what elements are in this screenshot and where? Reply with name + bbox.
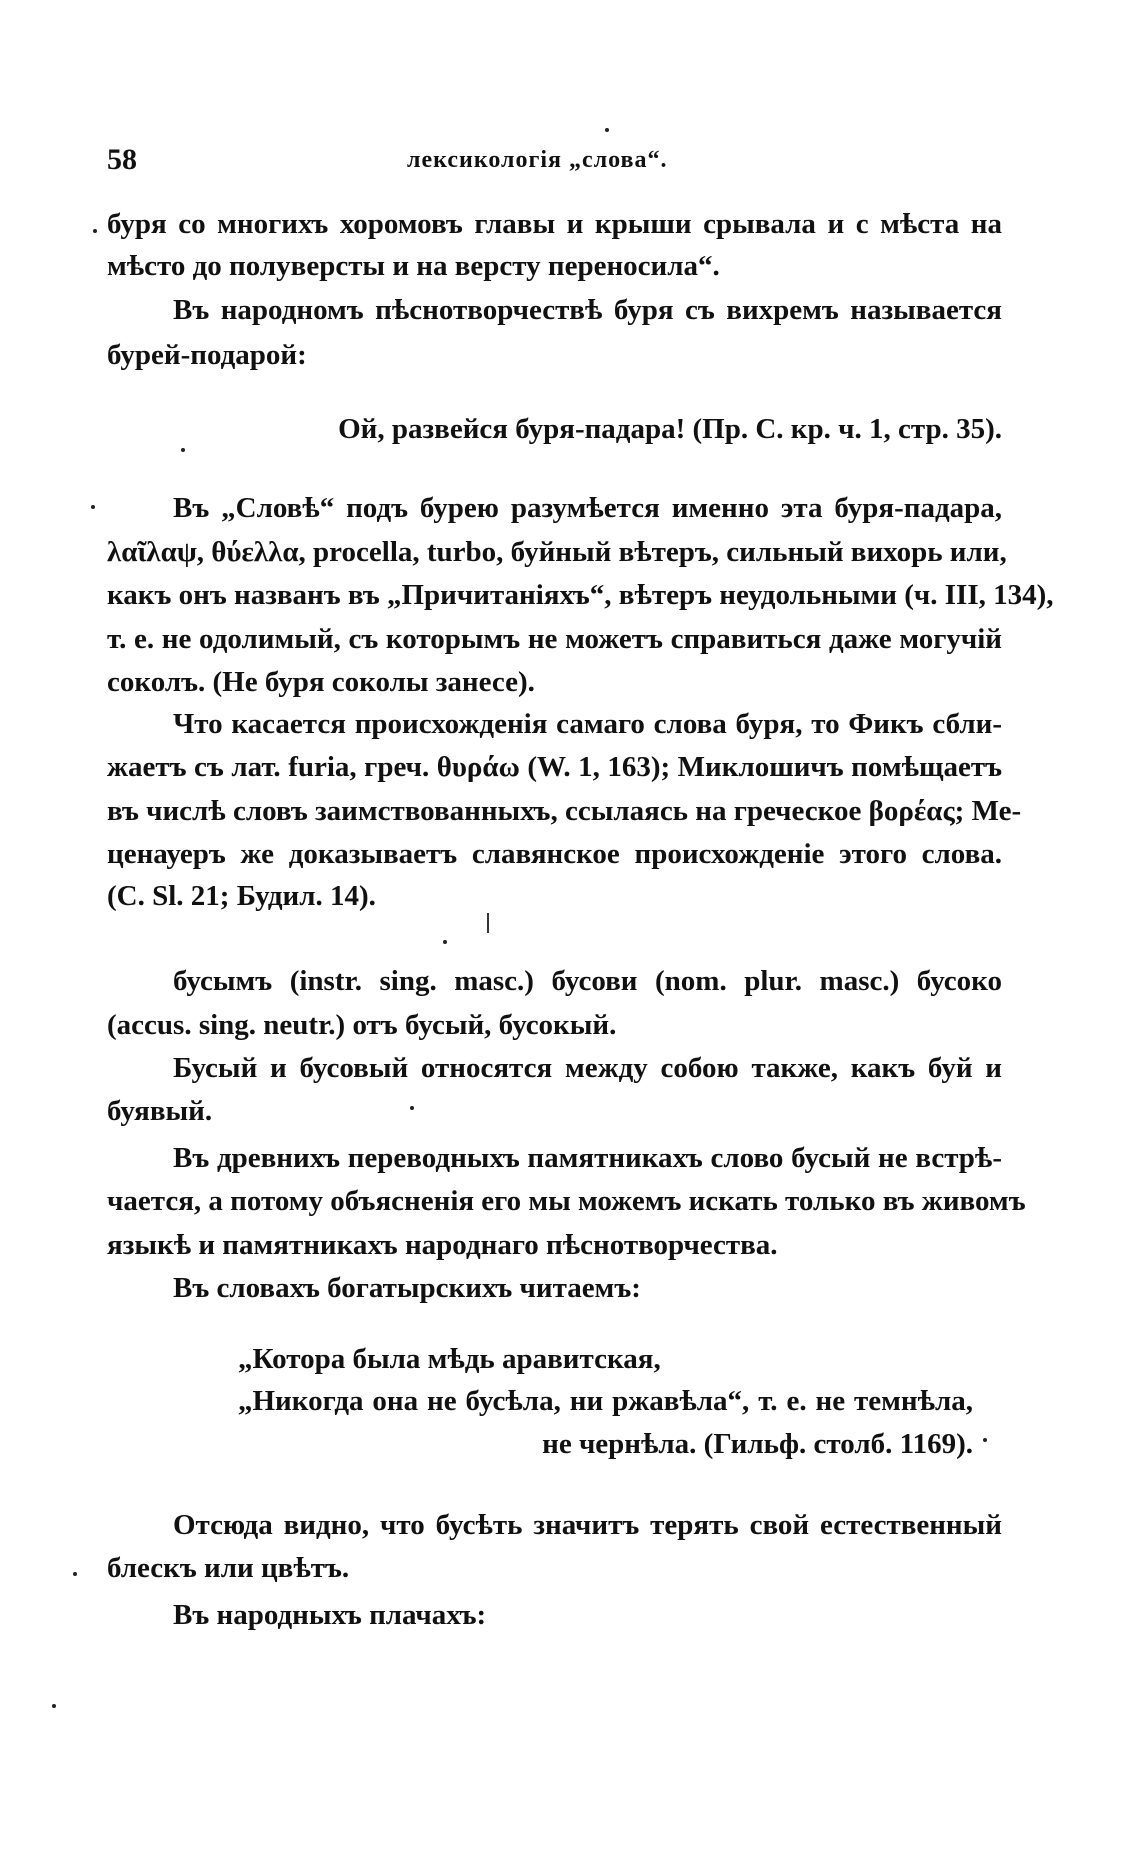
text-line: жаетъ съ лат. furia, греч. θυράω (W. 1, 163); Миклошичъ помѣщаетъ [107,751,1002,783]
page-header [107,143,1000,183]
text-line: языкѣ и памятникахъ народнаго пѣснотворчества. [107,1229,778,1261]
print-speck [52,1704,56,1708]
text-line: Въ народныхъ плачахъ: [173,1599,487,1631]
print-speck [73,1572,77,1576]
verse-line: „Котора была мѣдь аравитская, [238,1343,661,1375]
text-line: λαῖλαψ, θύελλα, procella, turbo, буйный вѣтеръ, сильный вихорь или, [107,536,1007,568]
print-speck [181,448,185,452]
text-line: Въ народномъ пѣснотворчествѣ буря съ вихремъ называется [173,294,1002,326]
text-line: чается, а потому объясненія его мы можемъ искать только въ живомъ [107,1185,1026,1217]
verse-line: не чернѣла. (Гильф. столб. 1169). [542,1428,973,1460]
text-line: бурей-подарой: [107,339,307,371]
print-speck [983,1438,987,1442]
text-line: Въ словахъ богатырскихъ читаемъ: [173,1272,641,1304]
text-line: Отсюда видно, что бусѣть значитъ терять свой естественный [173,1509,1002,1541]
text-line: бусымъ (instr. sing. masc.) бусови (nom. plur. masc.) бусоко [173,965,1002,997]
print-speck [443,940,447,944]
text-line: Въ „Словѣ“ подъ бурею разумѣется именно эта буря-падара, [173,492,1002,524]
print-mark [487,913,489,933]
text-line: соколъ. (Не буря соколы занесе). [107,666,535,698]
page-number: 58 [107,143,137,176]
text-line: (С. Sl. 21; Будил. 14). [107,880,376,912]
verse-line: „Никогда она не бусѣла, ни ржавѣла“, т. е. не темнѣла, [238,1385,973,1417]
text-line: буря со многихъ хоромовъ главы и крыши срывала и с мѣста на [107,208,1002,240]
text-line: мѣсто до полуверсты и на версту переносила“. [107,250,720,282]
text-line: ценауеръ же доказываетъ славянское происхожденіе этого слова. [107,838,1002,870]
running-title: лексикологія „слова“. [407,147,668,173]
print-speck [605,128,609,132]
verse-line: Ой, развейся буря-падара! (Пр. С. кр. ч. 1, стр. 35). [338,413,1002,445]
text-line: (accus. sing. neutr.) отъ бусый, бусокый. [107,1009,617,1041]
text-line: Бусый и бусовый относятся между собою также, какъ буй и [173,1052,1002,1084]
text-line: т. е. не одолимый, съ которымъ не можетъ справиться даже могучій [107,623,1002,655]
text-line: буявый. [107,1095,213,1127]
text-line: Въ древнихъ переводныхъ памятникахъ слово бусый не встрѣ- [173,1142,1002,1174]
text-line: Что касается происхожденія самаго слова буря, то Фикъ сбли- [173,708,1002,740]
text-line: блескъ или цвѣтъ. [107,1552,350,1584]
text-line: какъ онъ названъ въ „Причитаніяхъ“, вѣтеръ неудольными (ч. III, 134), [107,579,1054,611]
print-speck [93,229,97,233]
text-line: въ числѣ словъ заимствованныхъ, ссылаясь на греческое βορέας; Ме- [107,795,1022,827]
print-speck [91,505,95,509]
print-speck [410,1106,414,1110]
